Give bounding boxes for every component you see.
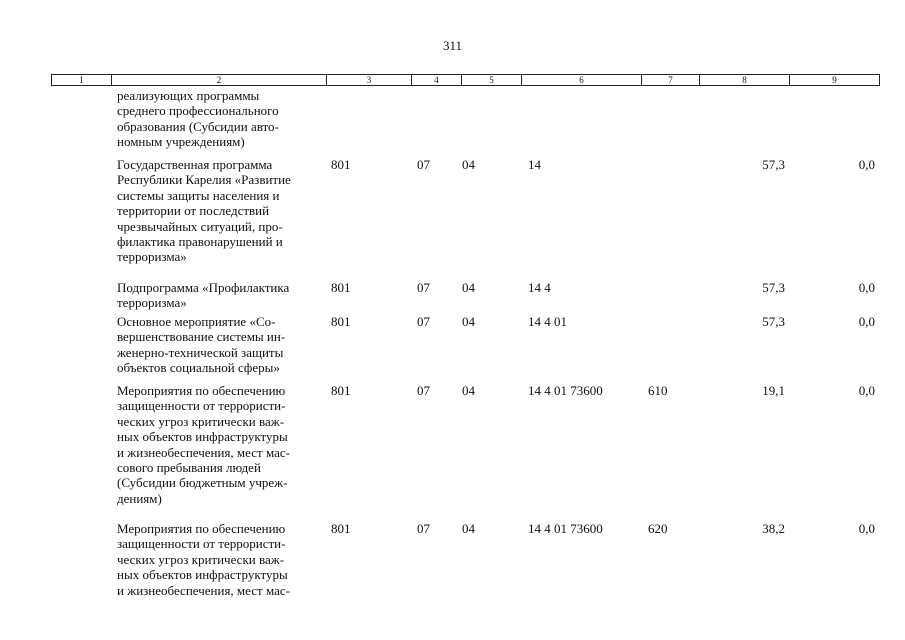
col3-cell: 801: [331, 521, 351, 536]
col6-cell: 14 4 01 73600: [528, 521, 603, 536]
column-header-table: [51, 74, 880, 86]
col6-cell: 14 4: [528, 280, 551, 295]
page-number: 311: [442, 38, 463, 53]
col8-cell: 57,3: [762, 157, 785, 172]
column-header-5: 5: [462, 75, 522, 86]
name-line: терроризма»: [117, 249, 187, 265]
column-header-3: 3: [327, 75, 412, 86]
column-header-8: 8: [700, 75, 790, 86]
col5-cell: 04: [462, 314, 475, 329]
col4-cell: 07: [417, 280, 430, 295]
name-line: дениям): [117, 490, 162, 506]
col9-cell: 0,0: [858, 157, 875, 172]
column-header-7: 7: [642, 75, 700, 86]
name-line: Мероприятия по обеспечению: [117, 383, 286, 398]
row-name-cell: [117, 157, 327, 265]
col3-cell: 801: [331, 314, 351, 329]
column-header-2: 2: [112, 75, 327, 86]
row-name-cell: [117, 88, 327, 150]
name-line: ческих угроз критически важ-: [117, 551, 285, 567]
column-header-9: 9: [790, 75, 880, 86]
col4-cell: 07: [417, 521, 430, 536]
column-header-4: 4: [412, 75, 462, 86]
name-line: женерно-технической защиты: [117, 344, 284, 360]
col4-cell: 07: [417, 383, 430, 398]
name-line: Государственная программа: [117, 157, 273, 172]
col3-cell: 801: [331, 383, 351, 398]
name-line: защищенности от террористи-: [117, 536, 286, 552]
name-line: реализующих программы: [117, 88, 260, 103]
name-line: чрезвычайных ситуаций, про-: [117, 218, 283, 234]
row-name-cell: [117, 521, 327, 598]
col5-cell: 04: [462, 383, 475, 398]
name-line: образования (Субсидии авто-: [117, 118, 279, 134]
name-line: Республики Карелия «Развитие: [117, 172, 291, 188]
col4-cell: 07: [417, 157, 430, 172]
name-line: номным учреждениям): [117, 134, 245, 150]
col6-cell: 14: [528, 157, 541, 172]
col7-cell: 620: [648, 521, 668, 536]
col7-cell: 610: [648, 383, 668, 398]
col9-cell: 0,0: [858, 383, 875, 398]
name-line: терроризма»: [117, 295, 187, 311]
column-header-row: [52, 75, 880, 86]
name-line: филактика правонарушений и: [117, 234, 283, 250]
name-line: среднего профессионального: [117, 103, 279, 119]
col8-cell: 38,2: [762, 521, 785, 536]
col6-cell: 14 4 01 73600: [528, 383, 603, 398]
row-name-cell: [117, 314, 327, 376]
name-line: и жизнеобеспечения, мест мас-: [117, 444, 290, 460]
col9-cell: 0,0: [858, 521, 875, 536]
name-line: сового пребывания людей: [117, 460, 261, 476]
name-line: ческих угроз критически важ-: [117, 413, 285, 429]
name-line: защищенности от террористи-: [117, 398, 286, 414]
name-line: вершенствование системы ин-: [117, 329, 286, 345]
row-name-cell: [117, 383, 327, 506]
column-header-6: 6: [522, 75, 642, 86]
col6-cell: 14 4 01: [528, 314, 567, 329]
name-line: объектов социальной сферы»: [117, 360, 280, 376]
name-line: территории от последствий: [117, 203, 270, 219]
name-line: системы защиты населения и: [117, 187, 280, 203]
col8-cell: 57,3: [762, 314, 785, 329]
name-line: ных объектов инфраструктуры: [117, 567, 288, 583]
name-line: Подпрограмма «Профилактика: [117, 280, 290, 295]
col5-cell: 04: [462, 521, 475, 536]
col5-cell: 04: [462, 280, 475, 295]
col3-cell: 801: [331, 157, 351, 172]
col8-cell: 57,3: [762, 280, 785, 295]
col8-cell: 19,1: [762, 383, 785, 398]
col5-cell: 04: [462, 157, 475, 172]
col9-cell: 0,0: [858, 280, 875, 295]
column-header-1: 1: [52, 75, 112, 86]
name-line: (Субсидии бюджетным учреж-: [117, 475, 288, 491]
name-line: ных объектов инфраструктуры: [117, 429, 288, 445]
col9-cell: 0,0: [858, 314, 875, 329]
name-line: и жизнеобеспечения, мест мас-: [117, 582, 290, 598]
name-line: Основное мероприятие «Со-: [117, 314, 276, 329]
col3-cell: 801: [331, 280, 351, 295]
col4-cell: 07: [417, 314, 430, 329]
row-name-cell: [117, 280, 327, 311]
name-line: Мероприятия по обеспечению: [117, 521, 286, 536]
